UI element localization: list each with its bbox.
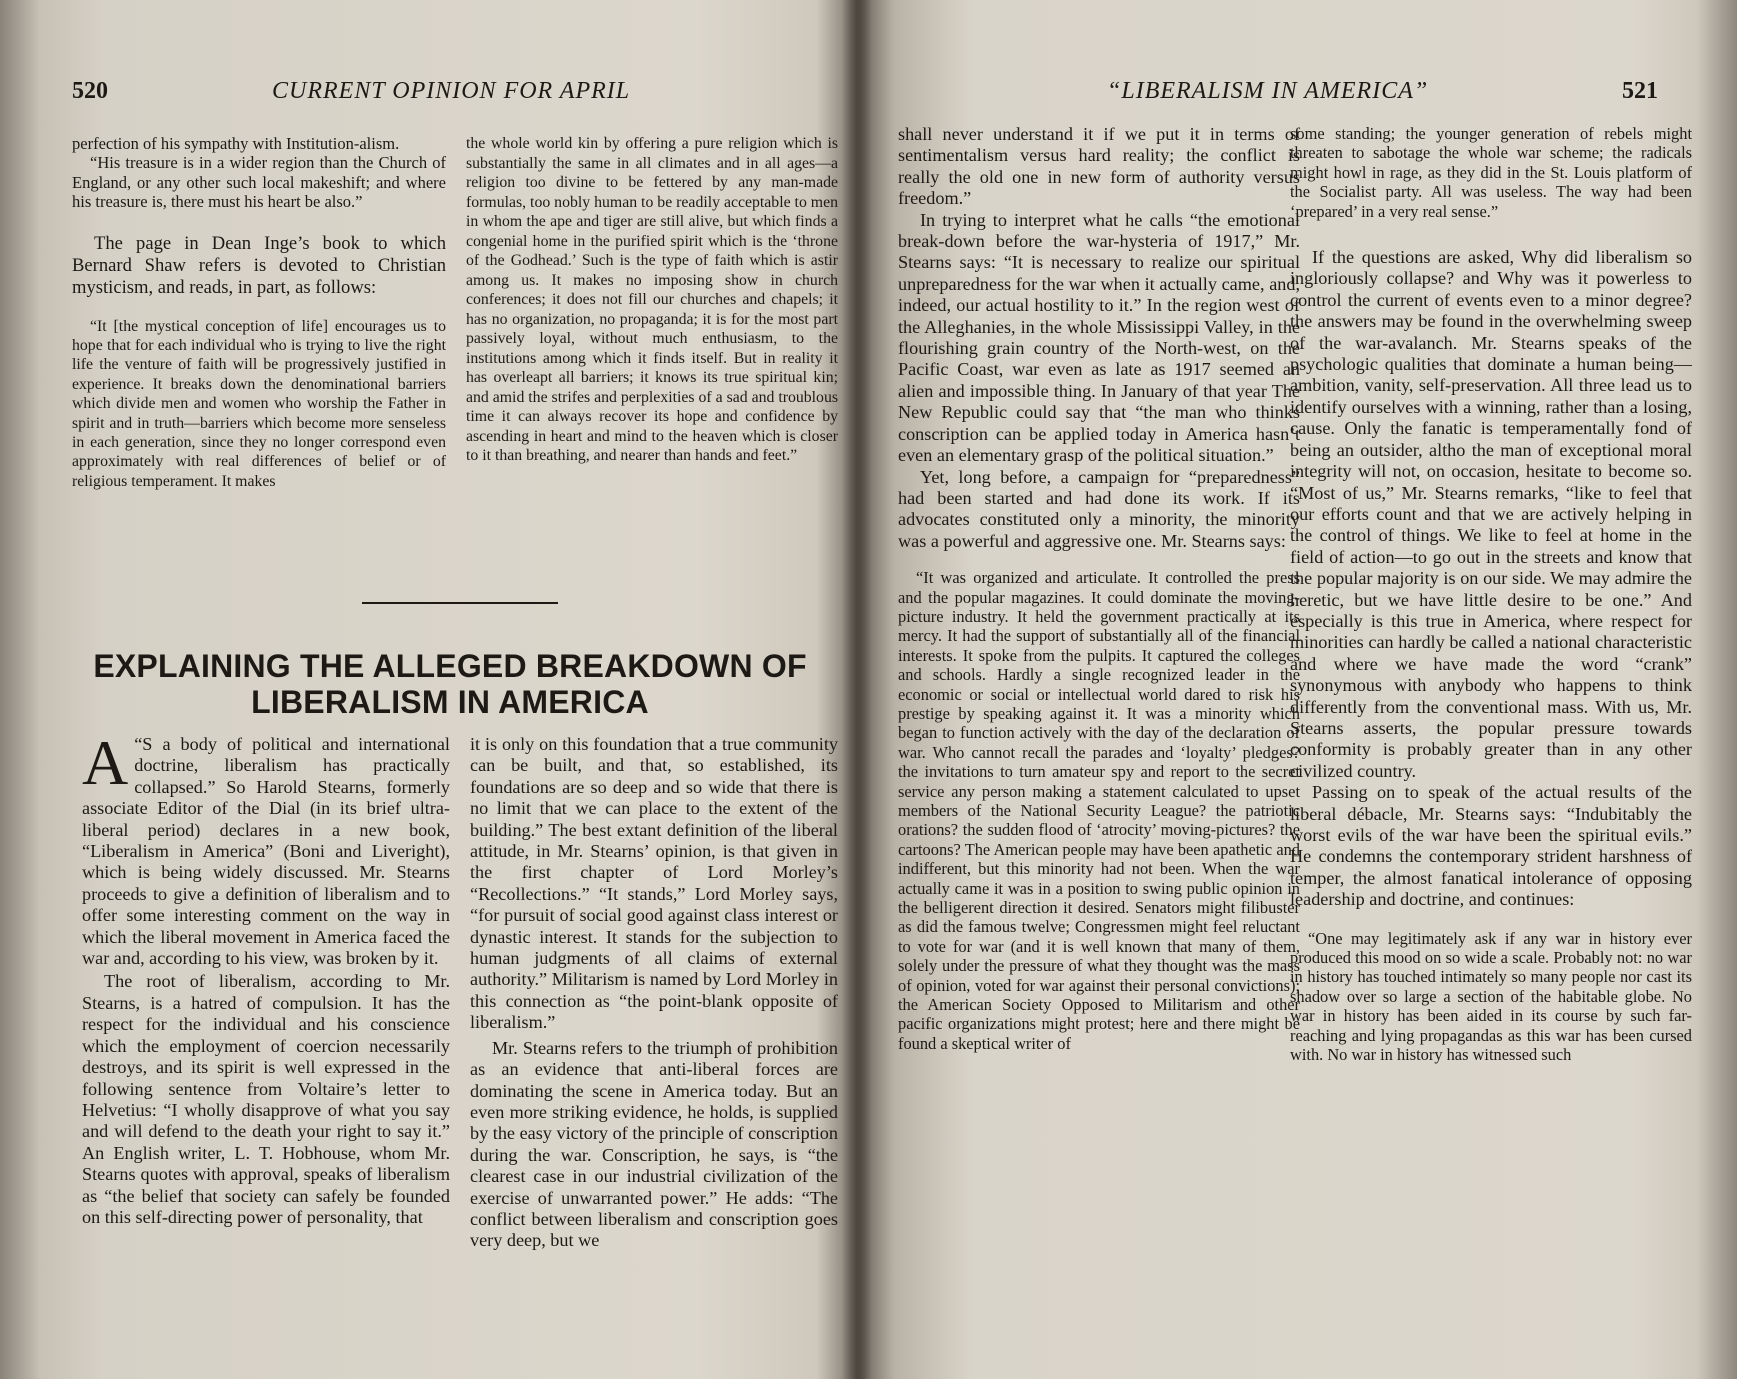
page-number-left: 520	[72, 78, 108, 104]
continuation-paragraph: perfection of his sympathy with Institution-alism.	[72, 134, 400, 153]
lead-text: S a body of political and international doctrine, liberalism has practically collapsed.” So Harold Stearns, formerly associate Editor of the Dial (in its brief ultra-liberal period) declares in a new book, “Liberalism in America” (Boni and Liveright), which is being widely discussed. Mr. Stearns proceeds to give a definition of liberalism and to offer some interesting comment on the way in which the liberal movement in America faced the war and, according to his view, was broken by it.	[82, 734, 450, 969]
drop-cap: A	[82, 727, 129, 798]
right-column-1	[898, 124, 1300, 1053]
article-paragraph: Mr. Stearns refers to the triumph of prohibition as an evidence that anti-liberal forces are dominating the scene in America today. But an even more striking evidence, he holds, is supplied by the easy victory of the principle of conscription during the war. Conscription, he says, is “the clearest case in our industrial civilization of the exercise of unwarranted power.” He adds: “The conflict between liberalism and conscription goes very deep, but we	[470, 1037, 838, 1251]
section-divider-rule	[362, 602, 558, 604]
article-column-2	[470, 734, 838, 1252]
page-number-right: 521	[1622, 78, 1658, 104]
stearns-quote-continued: some standing; the younger generation of rebels might threaten to sabotage the whole war scheme; the radicals might howl in rage, as they did in the St. Louis platform of the Socialist party. All was useless. The way had been ‘prepared’ in a very real sense.”	[1290, 124, 1692, 221]
headline-line-1: EXPLAINING THE ALLEGED BREAKDOWN OF	[93, 648, 807, 684]
page-edge-shadow-left	[0, 0, 40, 1379]
article-paragraph: The root of liberalism, according to Mr. Stearns, is a hatred of compulsion. It has the respect for the individual and his conscience which the employment of coercion necessarily destroys, and its spirit is well expressed in the following sentence from Voltaire’s letter to Helvetius: “I wholly disapprove of what you say and will defend to the death your right to say it.” An English writer, L. T. Hobhouse, whom Mr. Stearns quotes with approval, speaks of liberalism as “the belief that society can safely be founded on this self-directing power of personality, that	[82, 971, 450, 1227]
stearns-quote-closing: “One may legitimately ask if any war in history ever produced this mood on so wide a scale. Probably not: no war in history has touched intimately so many people nor cast its shadow over so large a section of the habitable globe. No war in history has been aided in its course by such far-reaching and lying propagandas as this war has been cursed with. No war in history has witnessed such	[1290, 928, 1692, 1065]
running-head-left: CURRENT OPINION FOR APRIL	[272, 78, 631, 104]
article-paragraph: Passing on to speak of the actual results of the liberal débacle, Mr. Stearns says: “Indubitably the worst evils of the war have been the spiritual evils.” He condemns the contemporary strident harshness of temper, the almost fanatical intolerance of opposing leadership and doctrine, and continues:	[1290, 782, 1692, 910]
continuation-quote: “His treasure is in a wider region than the Church of England, or any other such local makeshift; and where his treasure is, there must his heart be also.”	[72, 153, 446, 211]
left-page	[0, 0, 855, 1379]
headline-line-2: LIBERALISM IN AMERICA	[251, 684, 649, 720]
right-page	[862, 0, 1737, 1379]
article-paragraph: In trying to interpret what he calls “the emotional break-down before the war-hysteria of 1917,” Mr. Stearns says: “It is necessary to realize our spiritual unpreparedness for the war when it actually came, and, indeed, our actual hostility to it.” In the region west of the Alleghanies, in the whole Mississippi Valley, in the flourishing grain country of the North-west, on the Pacific Coast, war even as late as 1917 seemed an alien and impossible thing. In January of that year The New Republic could say that “the man who thinks conscription can be applied today in America hasn’t even an elementary grasp of the political situation.”	[898, 209, 1300, 466]
article-paragraph: shall never understand it if we put it in terms of sentimentalism versus hard reality; the conflict is really the old one in new form of authority versus freedom.”	[898, 124, 1300, 209]
inge-quote-part-1: “It [the mystical conception of life] encourages us to hope that for each individual who is trying to live the right life the venture of faith will be progressively justified in experience. It breaks down the denominational barriers which divide men and women who worship the Father in spirit and in truth—barriers which become more senseless in each generation, since they no longer correspond even approximately with real differences of belief or of religious temperament. It makes	[72, 317, 446, 490]
stearns-quote: “It was organized and articulate. It controlled the press and the popular magazines. It could dominate the moving-picture industry. It held the government practically at its mercy. It had the support of substantially all of the financial interests. It spoke from the pulpits. It captured the colleges and schools. Hardly a single recognized leader in the economic or social or intellectual world dared to risk his prestige by speaking against it. It was a minority which began to function actively with the day of the declaration of war. Who cannot recall the parades and ‘loyalty’ pledges? the invitations to turn amateur spy and report to the secret service any person making a statement calculated to upset members of the National Security League? the patriotic orations? the sudden flood of ‘atrocity’ moving-pictures? the cartoons? The American people may have been apathetic and indifferent, but this minority had not been. When the war actually came it was in a position to swing public opinion in the belligerent direction it desired. Senators might filibuster as did the famous twelve; Congressmen might feel reluctant to vote for war (and it is well known that many of them, solely under the pressure of what they thought was the mass of opinion, voted for war against their personal convictions); the American Society Opposed to Militarism and other pacific organizations might protest; here and there might be found a skeptical writer of	[898, 568, 1300, 1053]
left-top-column-2	[466, 134, 838, 466]
running-head-right: “LIBERALISM IN AMERICA”	[1107, 78, 1429, 104]
book-spine-shadow	[842, 0, 872, 1379]
article-headline	[80, 648, 820, 720]
right-column-2	[1290, 124, 1692, 1064]
article-paragraph: it is only on this foundation that a true community can be built, and that, so established, its foundations are so deep and so wide that there is no limit that we can place to the extent of the building.” The best extant definition of the liberal attitude, in Mr. Stearns’ opinion, is that given in the first chapter of Lord Morley’s “Recollections.” “It stands,” Lord Morley says, “for pursuit of social good against class interest or dynastic interest. It stands for the subjection to human judgments of all claims of external authority.” Militarism is named by Lord Morley in this connection as “the point-blank opposite of liberalism.”	[470, 734, 838, 1033]
opening-quote-mark: “	[134, 734, 143, 754]
page-edge-shadow-right	[1697, 0, 1737, 1379]
inge-quote-part-2: the whole world kin by offering a pure religion which is substantially the same in all climates and in all ages—a religion too divine to be fettered by any man-made formulas, too nobly human to be readily acceptable to men in whom the ape and tiger are still alive, but which finds a congenial home in the purified spirit which is the ‘throne of the Godhead.’ Such is the type of faith which is astir among us. It makes no imposing show in church conferences; it does not fill our churches and chapels; it has no organization, no propaganda; it is for the most part passively loyal, without much enthusiasm, to the institutions among which it finds itself. But in reality it has overleapt all barriers; it knows its true spiritual kin; and amid the strifes and perplexities of a sad and troublous time it can always recover its hope and confidence by ascending in heart and mind to the heaven which is closer to it than breathing, and nearer than hands and feet.”	[466, 135, 839, 464]
article-paragraph: Yet, long before, a campaign for “preparedness” had been started and had done its work. If its advocates constituted only a minority, the minority was a powerful and aggressive one. Mr. Stearns says:	[898, 466, 1300, 551]
article-column-1	[82, 727, 450, 1228]
inge-intro-paragraph: The page in Dean Inge’s book to which Bernard Shaw refers is devoted to Christian mysticism, and reads, in part, as follows:	[72, 233, 446, 298]
article-paragraph: If the questions are asked, Why did liberalism so ingloriously collapse? and Why was it powerless to control the current of events even to a minor degree? the answers may be found in the overwhelming sweep of the war-avalanch. Mr. Stearns speaks of the psychologic qualities that dominate a human being—ambition, vanity, self-preservation. All three lead us to identify ourselves with a winning, rather than a losing, cause. Only the fanatic is temperamentally fond of being an outsider, altho the man of exceptional moral integrity will not, on occasion, hesitate to become so. “Most of us,” Mr. Stearns remarks, “like to feel that our efforts count and that we are actively helping in the control of things. We like to feel at home in the field of action—to go out in the streets and know that the popular majority is on our side. We may admire the heretic, but we have little desire to be one.” And especially is this true in America, where respect for minorities can hardly be called a national characteristic and where we have made the word “crank” synonymous with anybody who happens to think differently from the conventional mass. With us, Mr. Stearns asserts, the popular pressure towards conformity is probably greater than in any other civilized country.	[1290, 247, 1692, 781]
left-top-column-1	[72, 134, 446, 491]
article-lead-paragraph	[82, 727, 450, 969]
